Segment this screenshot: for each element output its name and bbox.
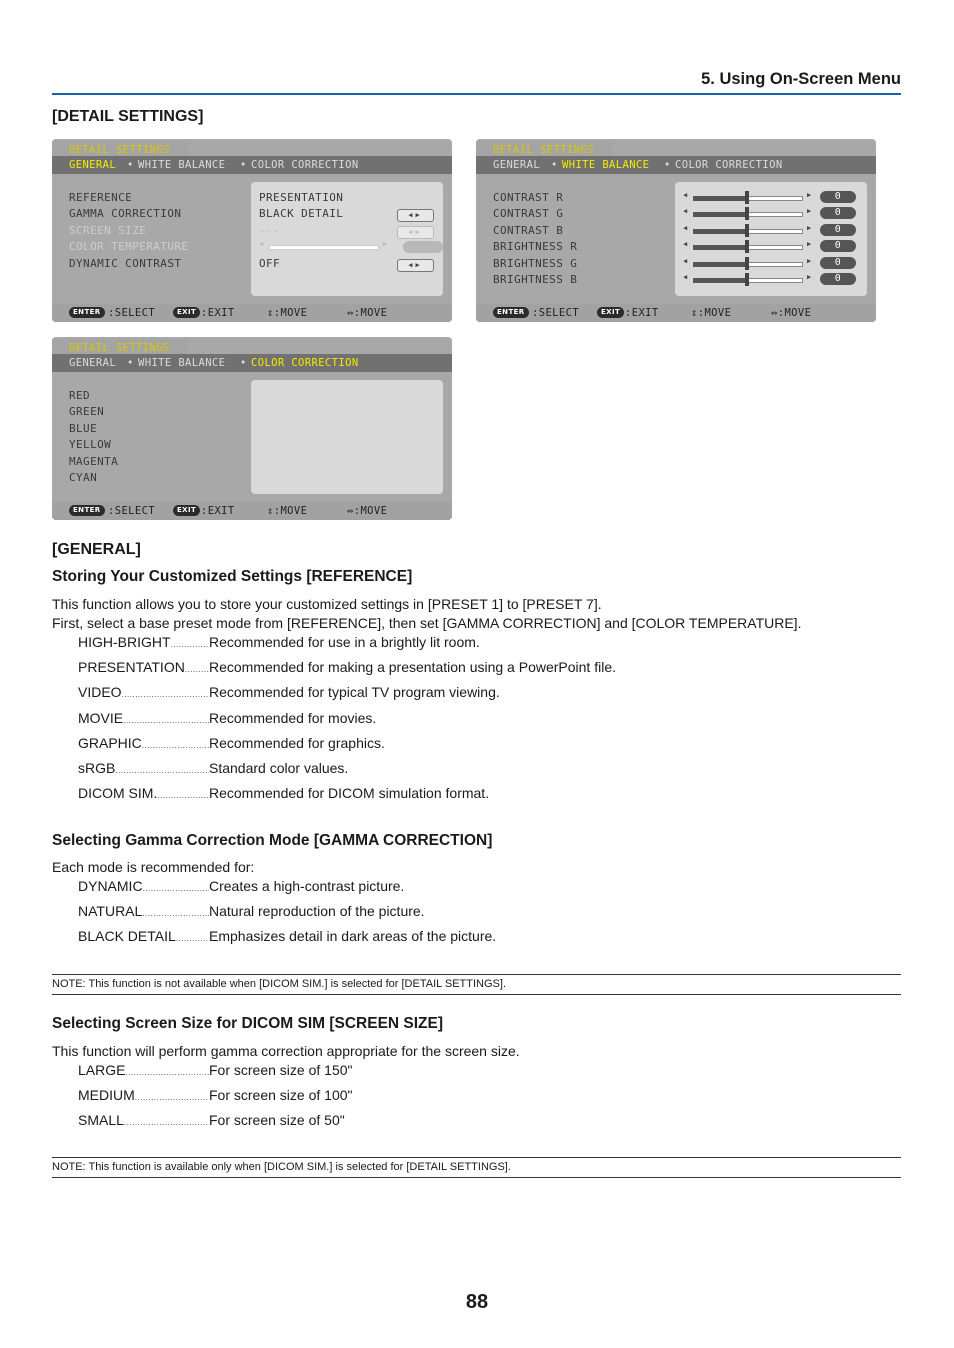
slider-knob[interactable] [745, 207, 749, 220]
subtab-separator: • [127, 159, 134, 171]
osd-label-reference[interactable]: REFERENCE [69, 191, 133, 204]
leader-dots [185, 659, 209, 675]
wb-slider-row[interactable] [683, 207, 842, 223]
exit-key-icon: EXIT [173, 505, 200, 516]
left-arrow-icon[interactable]: ◀ [683, 223, 688, 232]
slider-fill [693, 229, 749, 234]
definition-term [78, 659, 209, 675]
definition-term [78, 903, 209, 919]
header-rule [52, 93, 901, 95]
leader-dots [123, 710, 209, 726]
left-right-arrows-icon[interactable]: ◀▶ [397, 259, 434, 272]
osd-value-color-temp [259, 240, 389, 256]
slider-fill [693, 245, 749, 250]
definition-term [78, 735, 209, 751]
footer-move-horizontal: ⇔:MOVE [771, 307, 812, 319]
enter-key-icon: ENTER [69, 307, 105, 318]
reference-list [78, 634, 616, 810]
definition-term [78, 878, 209, 894]
screen-size-note: NOTE: This function is available only when [DICOM SIM.] is selected for [DETAIL SETTINGS]. [52, 1157, 901, 1178]
right-arrow-icon[interactable]: ▶ [807, 223, 812, 232]
right-arrow-icon[interactable]: ▶ [807, 191, 812, 199]
term-text: HIGH-BRIGHT [78, 634, 171, 650]
osd-tab [52, 339, 188, 355]
definition-row [78, 1062, 352, 1087]
screen-size-intro: This function will perform gamma correction appropriate for the screen size. [52, 1043, 520, 1059]
definition-desc: Standard color values. [209, 759, 349, 776]
screen-size-title: Selecting Screen Size for DICOM SIM [SCREEN SIZE] [52, 1015, 444, 1032]
subtab-white-balance[interactable]: WHITE BALANCE [138, 357, 226, 369]
osd-footer [52, 304, 452, 322]
slider-knob[interactable] [745, 224, 749, 237]
subtab-white-balance[interactable]: WHITE BALANCE [138, 159, 226, 171]
left-arrow-icon[interactable]: ◀ [683, 272, 688, 281]
term-text: BLACK DETAIL [78, 928, 176, 945]
term-text: SMALL [78, 1112, 124, 1129]
exit-key-icon: EXIT [597, 307, 624, 318]
osd-label-screen-size: SCREEN SIZE [69, 223, 147, 237]
slider-fill [693, 196, 749, 201]
osd-value-screen-size [259, 223, 423, 240]
definition-term [78, 634, 209, 650]
definition-row [78, 735, 616, 760]
osd-label-green[interactable]: GREEN [69, 405, 105, 419]
definition-desc: Recommended for movies. [209, 709, 377, 726]
leader-dots [157, 785, 209, 801]
footer-move-vertical: ⇕:MOVE [267, 505, 308, 517]
footer-move-horizontal: ⇔:MOVE [347, 307, 388, 319]
term-text: GRAPHIC [78, 734, 142, 751]
subtab-separator: • [240, 159, 247, 171]
gamma-note: NOTE: This function is not available when [DICOM SIM.] is selected for [DETAIL SETTINGS]. [52, 974, 901, 995]
slider-knob[interactable] [745, 240, 749, 253]
right-arrow-icon[interactable]: ▶ [807, 256, 812, 265]
leader-dots [124, 1112, 209, 1128]
osd-labels [69, 389, 118, 487]
left-right-arrows-icon: ◀▶ [397, 226, 434, 239]
subtab-separator: • [551, 159, 558, 171]
definition-row [78, 878, 496, 903]
definition-desc: Recommended for graphics. [209, 734, 385, 751]
definition-row [78, 684, 616, 709]
slider-fill [693, 278, 749, 283]
subtab-general[interactable]: GENERAL [69, 159, 117, 171]
osd-label-blue[interactable]: BLUE [69, 421, 98, 435]
subtab-white-balance[interactable]: WHITE BALANCE [562, 159, 650, 171]
definition-desc: Recommended for typical TV program viewing. [209, 684, 500, 701]
leader-dots [171, 634, 209, 650]
osd-color-correction-menu [52, 337, 452, 520]
slider-knob[interactable] [745, 257, 749, 270]
osd-menu-title: DETAIL SETTINGS [493, 144, 594, 156]
enter-key-icon: ENTER [493, 307, 529, 318]
osd-label-yellow[interactable]: YELLOW [69, 438, 112, 452]
subtab-general[interactable]: GENERAL [493, 159, 541, 171]
term-text: DICOM SIM. [78, 785, 158, 802]
wb-slider-row[interactable] [683, 240, 842, 256]
wb-value: 0 [820, 257, 856, 269]
osd-label-brightness-g[interactable]: BRIGHTNESS G [493, 256, 578, 270]
osd-label-contrast-r[interactable]: CONTRAST R [493, 191, 564, 204]
wb-slider[interactable] [683, 273, 813, 286]
definition-desc: Creates a high-contrast picture. [209, 878, 405, 894]
slider-track [269, 245, 379, 250]
definition-row [78, 1087, 352, 1112]
value-text: PRESENTATION [259, 191, 344, 204]
osd-tab [476, 141, 612, 157]
osd-subtabs [476, 156, 876, 174]
wb-slider[interactable] [683, 257, 813, 270]
term-text: LARGE [78, 1062, 126, 1078]
footer-move-horizontal: ⇔:MOVE [347, 505, 388, 517]
osd-label-gamma[interactable]: GAMMA CORRECTION [69, 207, 182, 221]
term-text: MOVIE [78, 709, 124, 726]
page-number: 88 [465, 1291, 489, 1313]
osd-label-cyan[interactable]: CYAN [69, 470, 98, 484]
value-pill [403, 241, 443, 253]
definition-desc: For screen size of 150" [209, 1062, 353, 1078]
leader-dots [176, 928, 209, 944]
term-text: MEDIUM [78, 1087, 135, 1104]
osd-value-reference[interactable] [259, 191, 389, 207]
value-text: BLACK DETAIL [259, 207, 344, 221]
leader-dots [125, 1062, 209, 1078]
leader-dots [135, 1087, 209, 1103]
osd-footer [476, 304, 876, 322]
osd-footer [52, 502, 452, 520]
chapter-title: 5. Using On-Screen Menu [701, 70, 901, 88]
wb-slider-row[interactable] [683, 191, 842, 207]
wb-slider-row[interactable] [683, 272, 842, 289]
right-arrow-icon[interactable]: ▶ [807, 240, 812, 249]
osd-general-menu [52, 139, 452, 322]
gamma-title: Selecting Gamma Correction Mode [GAMMA CORRECTION] [52, 832, 493, 849]
definition-row [78, 903, 496, 928]
definition-row [78, 659, 616, 684]
subtab-color-correction[interactable]: COLOR CORRECTION [251, 159, 359, 171]
screen-size-list [78, 1062, 352, 1138]
definition-desc: For screen size of 100" [209, 1087, 353, 1104]
reference-line-1: This function allows you to store your customized settings in [PRESET 1] to [PRESET 7]. [52, 596, 602, 612]
slider-fill [693, 212, 749, 217]
color-temp-slider [259, 240, 389, 253]
osd-subtabs [52, 156, 452, 174]
slider-knob[interactable] [745, 273, 749, 286]
osd-label-contrast-g[interactable]: CONTRAST G [493, 207, 564, 221]
slider-knob[interactable] [745, 191, 749, 204]
osd-value-panel [251, 182, 443, 296]
definition-desc: Recommended for use in a brightly lit room. [209, 634, 480, 650]
left-right-arrows-icon[interactable]: ◀▶ [397, 209, 434, 222]
left-arrow-icon[interactable]: ◀ [683, 256, 688, 265]
definition-desc: Recommended for making a presentation using a PowerPoint file. [209, 659, 616, 676]
osd-value-gamma[interactable] [259, 207, 423, 223]
left-arrow-icon[interactable]: ◀ [683, 240, 688, 249]
definition-term [78, 684, 209, 700]
right-arrow-icon[interactable]: ▶ [807, 272, 812, 281]
definition-row [78, 710, 616, 735]
footer-select: :SELECT [532, 307, 580, 319]
definition-term [78, 785, 209, 801]
term-text: sRGB [78, 759, 116, 776]
left-arrow-icon[interactable]: ◀ [683, 191, 688, 199]
slider-fill [693, 262, 749, 267]
definition-term [78, 760, 209, 776]
definition-row [78, 928, 496, 953]
right-arrow-icon: ▶ [383, 240, 388, 249]
osd-value-panel [251, 380, 443, 494]
definition-term [78, 1087, 209, 1103]
wb-slider-row[interactable] [683, 256, 842, 273]
gamma-list [78, 878, 496, 954]
term-text: VIDEO [78, 684, 122, 701]
definition-term [78, 1062, 209, 1078]
osd-label-brightness-b[interactable]: BRIGHTNESS B [493, 272, 578, 286]
definition-desc: Natural reproduction of the picture. [209, 903, 425, 920]
right-arrow-icon[interactable]: ▶ [807, 207, 812, 216]
osd-label-magenta[interactable]: MAGENTA [69, 454, 119, 468]
value-text: OFF [259, 256, 281, 270]
wb-slider[interactable] [683, 191, 813, 204]
definition-row [78, 785, 616, 810]
wb-value: 0 [820, 191, 856, 203]
left-arrow-icon: ◀ [259, 240, 264, 249]
enter-key-icon: ENTER [69, 505, 105, 516]
wb-slider[interactable] [683, 207, 813, 220]
reference-line-2: First, select a base preset mode from [REFERENCE], then set [GAMMA CORRECTION] and [COLOR TEMPERATURE]. [52, 615, 802, 631]
general-heading: [GENERAL] [52, 541, 141, 558]
subtab-color-correction[interactable]: COLOR CORRECTION [675, 159, 783, 171]
gamma-intro: Each mode is recommended for: [52, 859, 255, 875]
subtab-general[interactable]: GENERAL [69, 357, 117, 369]
subtab-separator: • [127, 357, 134, 369]
footer-exit: :EXIT [201, 307, 235, 319]
osd-label-dynamic-contrast[interactable]: DYNAMIC CONTRAST [69, 256, 182, 270]
leader-dots [142, 903, 209, 919]
reference-paragraph [52, 595, 801, 633]
osd-menu-title: DETAIL SETTINGS [69, 342, 170, 354]
term-text: PRESENTATION [78, 659, 185, 676]
wb-value: 0 [820, 224, 856, 236]
footer-exit: :EXIT [625, 307, 659, 319]
footer-select: :SELECT [108, 307, 156, 319]
osd-label-contrast-b[interactable]: CONTRAST B [493, 223, 564, 237]
leader-dots [115, 760, 209, 776]
wb-value: 0 [820, 273, 856, 285]
wb-slider[interactable] [683, 240, 813, 253]
wb-value: 0 [820, 207, 856, 219]
exit-key-icon: EXIT [173, 307, 200, 318]
subtab-color-correction[interactable]: COLOR CORRECTION [251, 357, 359, 369]
wb-slider-row[interactable] [683, 223, 842, 240]
definition-row [78, 634, 616, 659]
osd-tab [52, 141, 188, 157]
detail-settings-heading: [DETAIL SETTINGS] [52, 108, 204, 125]
footer-move-vertical: ⇕:MOVE [691, 307, 732, 319]
definition-desc: For screen size of 50" [209, 1112, 345, 1129]
osd-value-panel [675, 182, 867, 296]
subtab-separator: • [240, 357, 247, 369]
definition-desc: Emphasizes detail in dark areas of the picture. [209, 928, 497, 945]
term-text: DYNAMIC [78, 878, 143, 894]
osd-labels [69, 191, 188, 273]
osd-label-brightness-r[interactable]: BRIGHTNESS R [493, 240, 578, 254]
osd-white-balance-menu [476, 139, 876, 322]
subtab-separator: • [664, 159, 671, 171]
wb-slider[interactable] [683, 224, 813, 237]
footer-select: :SELECT [108, 505, 156, 517]
definition-row [78, 760, 616, 785]
footer-exit: :EXIT [201, 505, 235, 517]
osd-value-dynamic-contrast[interactable] [259, 256, 423, 273]
left-arrow-icon[interactable]: ◀ [683, 207, 688, 216]
value-text: --- [259, 223, 281, 237]
definition-row [78, 1112, 352, 1137]
reference-title: Storing Your Customized Settings [REFERENCE] [52, 568, 413, 585]
term-text: NATURAL [78, 903, 143, 920]
leader-dots [142, 735, 209, 751]
osd-subtabs [52, 354, 452, 372]
osd-label-red[interactable]: RED [69, 389, 91, 402]
definition-desc: Recommended for DICOM simulation format. [209, 785, 490, 802]
leader-dots [143, 878, 209, 894]
definition-term [78, 710, 209, 726]
leader-dots [122, 684, 209, 700]
osd-menu-title: DETAIL SETTINGS [69, 144, 170, 156]
definition-term [78, 928, 209, 944]
osd-labels [493, 191, 577, 289]
footer-move-vertical: ⇕:MOVE [267, 307, 308, 319]
wb-value: 0 [820, 240, 856, 252]
definition-term [78, 1112, 209, 1128]
osd-label-color-temp: COLOR TEMPERATURE [69, 240, 189, 254]
